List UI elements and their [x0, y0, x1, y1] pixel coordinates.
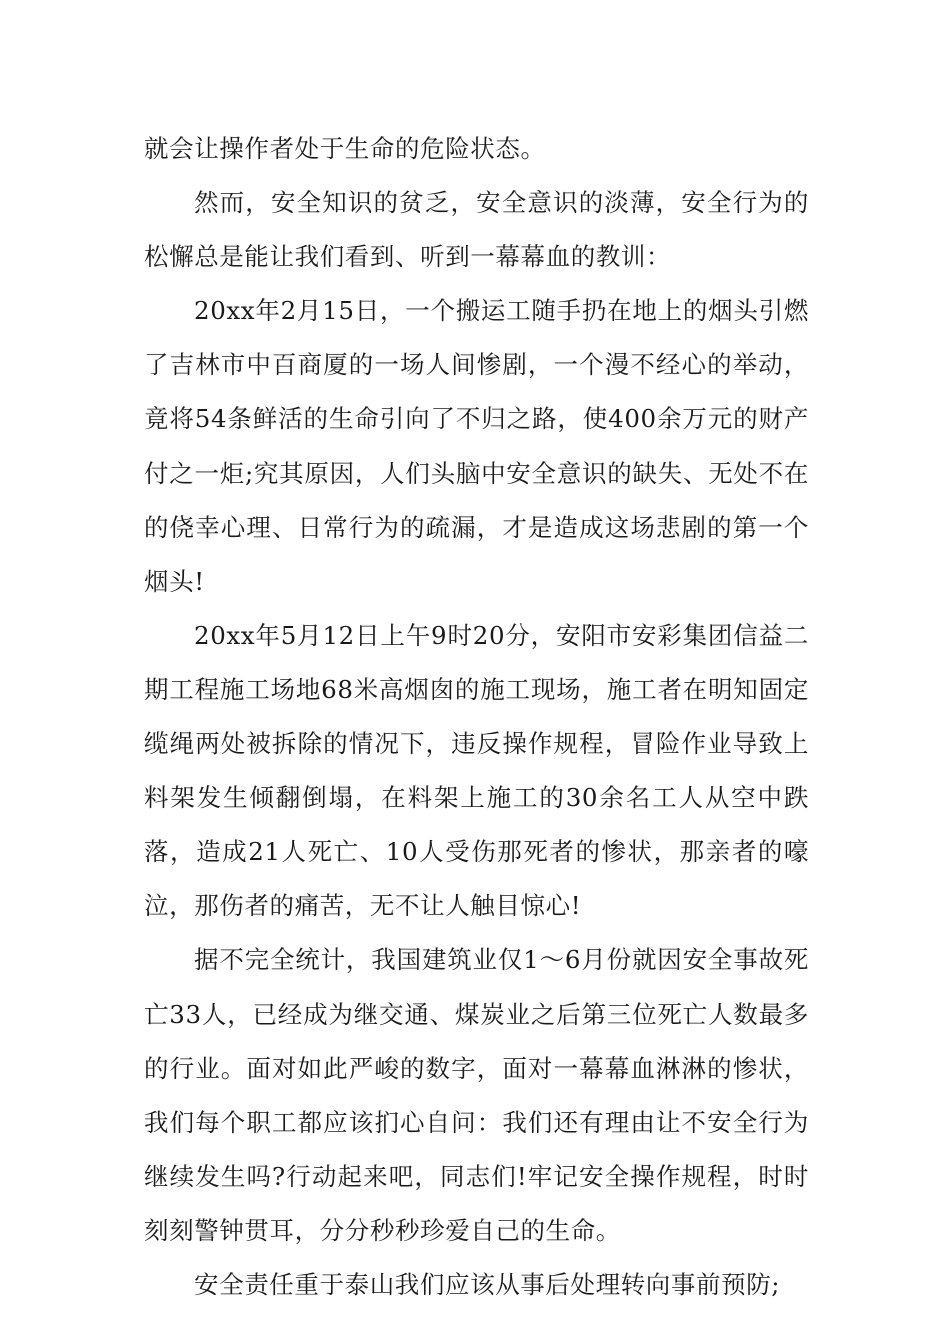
paragraph-5: 据不完全统计，我国建筑业仅1～6月份就因安全事故死亡33人，已经成为继交通、煤炭业之后第三位死亡人数最多的行业。面对如此严峻的数字，面对一幕幕血淋淋的惨状，我们每个职工都应该扪心自问：我们还有理由让不安全行为继续发生吗?行动起来吧，同志们!牢记安全操作规程，时时刻刻警钟贯耳，分分秒秒珍爱自己的生命。	[144, 945, 809, 1245]
document-body	[144, 122, 809, 1312]
paragraph-3: 20xx年2月15日，一个搬运工随手扔在地上的烟头引燃了吉林市中百商厦的一场人间惨剧，一个漫不经心的举动，竟将54条鲜活的生命引向了不归之路，使400余万元的财产付之一炬;究其原因，人们头脑中安全意识的缺失、无处不在的侥幸心理、日常行为的疏漏，才是造成这场悲剧的第一个烟头!	[144, 296, 809, 596]
paragraph-4: 20xx年5月12日上午9时20分，安阳市安彩集团信益二期工程施工场地68米高烟囱的施工现场，施工者在明知固定缆绳两处被拆除的情况下，违反操作规程，冒险作业导致上料架发生倾翻倒塌，在料架上施工的30余名工人从空中跌落，造成21人死亡、10人受伤那死者的惨状，那亲者的嚎泣，那伤者的痛苦，无不让人触目惊心!	[144, 620, 809, 921]
paragraph-6: 安全责任重于泰山我们应该从事后处理转向事前预防;	[194, 1269, 781, 1299]
paragraph-1: 就会让操作者处于生命的危险状态。	[144, 134, 546, 163]
paragraph-2: 然而，安全知识的贫乏，安全意识的淡薄，安全行为的松懈总是能让我们看到、听到一幕幕血的教训：	[144, 188, 809, 272]
